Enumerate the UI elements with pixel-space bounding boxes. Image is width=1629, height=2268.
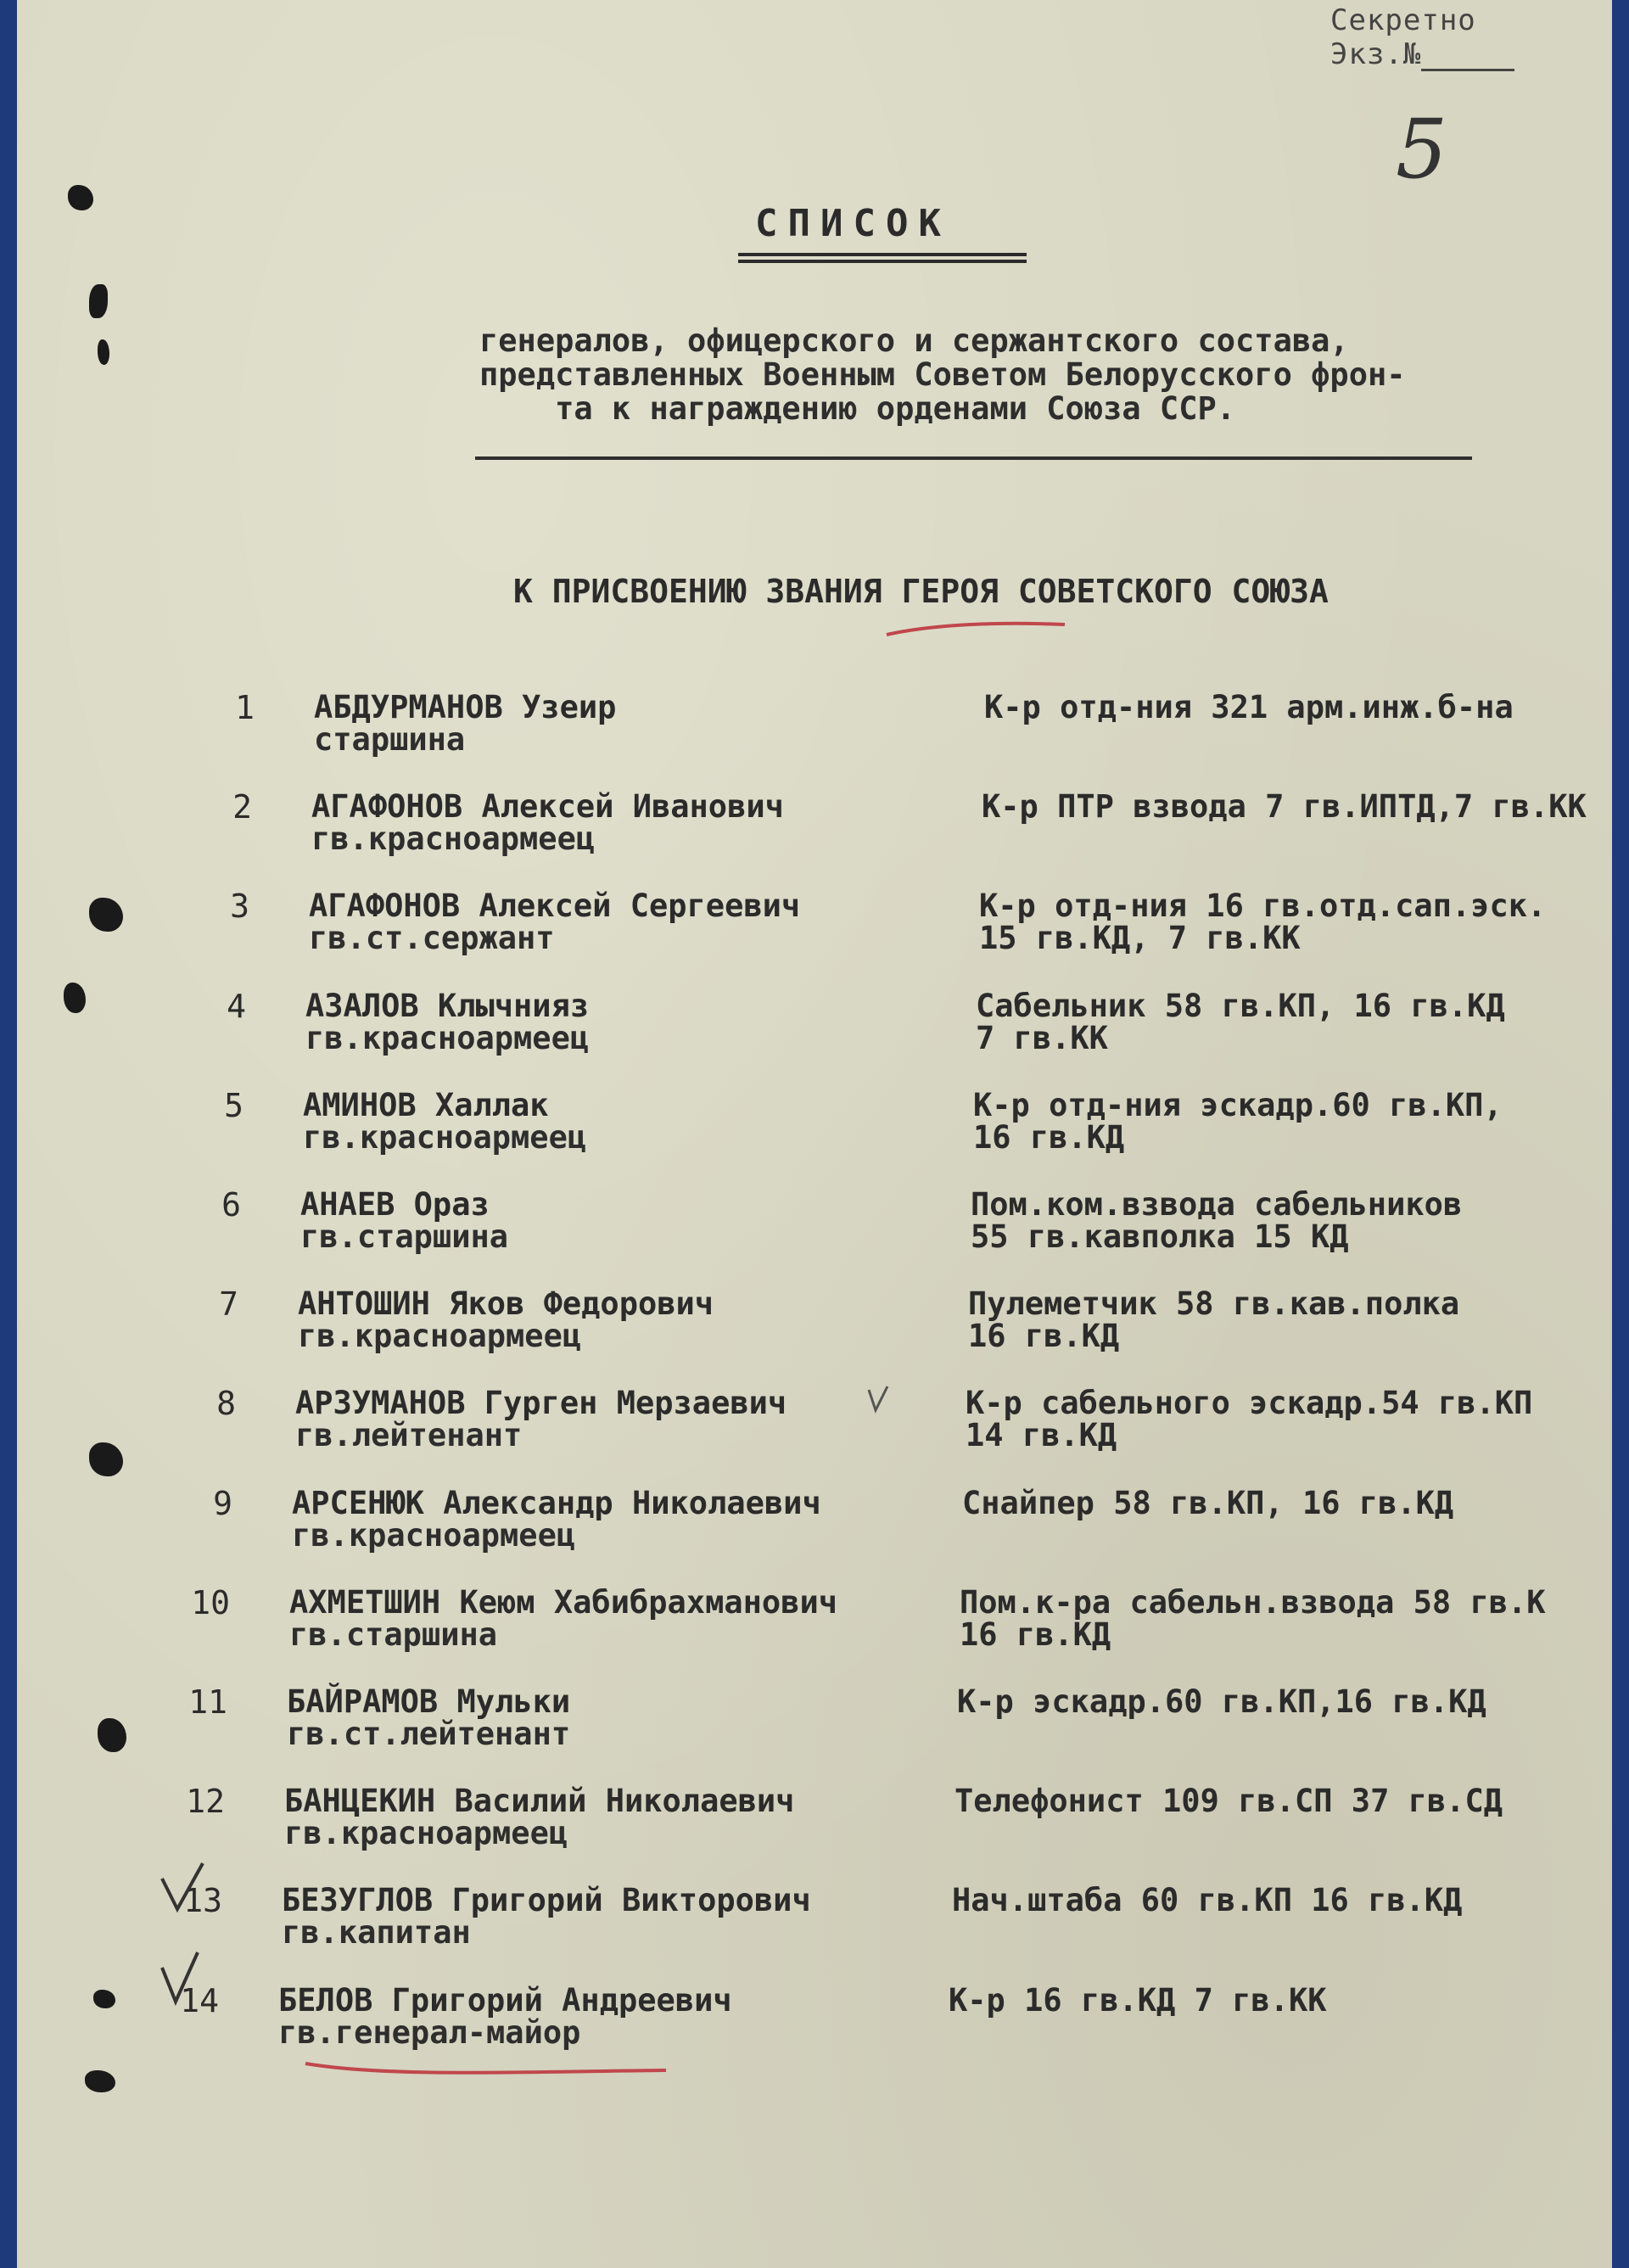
entry-number: 1 bbox=[235, 689, 255, 726]
entry-number: 14 bbox=[180, 1982, 219, 2019]
entry-rank: гв.старшина bbox=[289, 1616, 498, 1653]
list-item bbox=[17, 1982, 1612, 2075]
entry-rank: гв.ст.сержант bbox=[309, 920, 555, 956]
title-underline-1 bbox=[738, 253, 1027, 256]
entry-number: 3 bbox=[230, 888, 249, 925]
list-item bbox=[17, 689, 1612, 782]
list-item bbox=[17, 1783, 1612, 1876]
entry-name: БАНЦЕКИН Василий Николаевич bbox=[284, 1783, 795, 1819]
entry-name: АРСЕНЮК Александр Николаевич bbox=[292, 1485, 821, 1521]
entry-name: АРЗУМАНОВ Гурген Мерзаевич bbox=[295, 1385, 787, 1421]
title-underline-2 bbox=[738, 260, 1027, 263]
entry-rank: гв.генерал-майор bbox=[278, 2014, 581, 2051]
entry-unit-line-1: К-р 16 гв.КД 7 гв.КК bbox=[949, 1982, 1327, 2019]
copy-number-label bbox=[1330, 37, 1514, 71]
section-heading: К ПРИСВОЕНИЮ ЗВАНИЯ ГЕРОЯ СОВЕТСКОГО СОЮЗА bbox=[513, 573, 1329, 610]
list-item bbox=[17, 1882, 1612, 1975]
entry-unit-line-1: Нач.штаба 60 гв.КП 16 гв.КД bbox=[952, 1882, 1463, 1918]
entry-unit-line-2: 16 гв.КД bbox=[968, 1318, 1120, 1354]
list-item bbox=[17, 1485, 1612, 1578]
entry-name: БАЙРАМОВ Мульки bbox=[287, 1683, 571, 1720]
binding-hole bbox=[85, 2070, 115, 2092]
entry-rank: гв.старшина bbox=[300, 1218, 509, 1255]
entry-rank: гв.красноармеец bbox=[298, 1318, 582, 1354]
entry-rank: гв.ст.лейтенант bbox=[287, 1716, 571, 1752]
document-page bbox=[17, 0, 1612, 2268]
entry-name: АНТОШИН Яков Федорович bbox=[298, 1285, 714, 1322]
entry-rank: гв.красноармеец bbox=[303, 1119, 587, 1156]
list-item bbox=[17, 1385, 1612, 1478]
entry-rank: старшина bbox=[314, 721, 466, 758]
entry-unit-line-1: К-р ПТР взвода 7 гв.ИПТД,7 гв.КК bbox=[982, 788, 1587, 825]
list-item bbox=[17, 788, 1612, 882]
entry-rank: гв.красноармеец bbox=[284, 1815, 568, 1851]
entry-number: 7 bbox=[219, 1285, 238, 1323]
entry-name: АГАФОНОВ Алексей Сергеевич bbox=[309, 888, 801, 924]
entry-number: 11 bbox=[188, 1683, 227, 1721]
entry-name: АЗАЛОВ Клычнияз bbox=[305, 988, 590, 1024]
entry-unit-line-1: К-р отд-ния 16 гв.отд.сап.эск. bbox=[979, 888, 1547, 924]
entry-unit-line-1: Телефонист 109 гв.СП 37 гв.СД bbox=[954, 1783, 1503, 1819]
entry-unit-line-1: Пом.ком.взвода сабельников bbox=[971, 1186, 1463, 1223]
entry-unit-line-2: 16 гв.КД bbox=[960, 1616, 1111, 1653]
entry-unit-line-1: К-р отд-ния эскадр.60 гв.КП, bbox=[973, 1087, 1503, 1123]
page-number: 5 bbox=[1396, 102, 1448, 197]
entry-number: 12 bbox=[186, 1783, 225, 1820]
entry-rank: гв.капитан bbox=[282, 1914, 471, 1951]
list-item bbox=[17, 1087, 1612, 1180]
copy-number-blank bbox=[1421, 43, 1514, 71]
entry-unit-line-1: Сабельник 58 гв.КП, 16 гв.КД bbox=[976, 988, 1505, 1024]
document-title: СПИСОК bbox=[755, 202, 951, 245]
subtitle-rule bbox=[475, 456, 1472, 460]
entry-number: 2 bbox=[232, 788, 252, 826]
list-item bbox=[17, 1683, 1612, 1777]
entry-number: 5 bbox=[224, 1087, 244, 1124]
entry-name: АГАФОНОВ Алексей Иванович bbox=[311, 788, 784, 825]
entry-unit-line-1: К-р сабельного эскадр.54 гв.КП bbox=[966, 1385, 1533, 1421]
list-item bbox=[17, 1186, 1612, 1280]
copy-number-text: Экз.№ bbox=[1330, 37, 1422, 71]
entry-number: 4 bbox=[227, 988, 246, 1025]
red-pencil-underline-heading bbox=[882, 611, 1069, 645]
list-item bbox=[17, 1584, 1612, 1677]
entry-unit-line-1: К-р эскадр.60 гв.КП,16 гв.КД bbox=[957, 1683, 1486, 1720]
entry-number: 10 bbox=[191, 1584, 230, 1621]
entry-unit-line-1: Снайпер 58 гв.КП, 16 гв.КД bbox=[962, 1485, 1454, 1521]
secret-label: Секретно bbox=[1330, 3, 1476, 37]
entry-unit-line-2: 14 гв.КД bbox=[966, 1417, 1117, 1453]
entry-rank: гв.красноармеец bbox=[292, 1517, 576, 1554]
entry-name: АНАЕВ Ораз bbox=[300, 1186, 490, 1223]
entry-unit-line-2: 16 гв.КД bbox=[973, 1119, 1125, 1156]
entry-rank: гв.красноармеец bbox=[305, 1020, 590, 1056]
entry-unit-line-2: 15 гв.КД, 7 гв.КК bbox=[979, 920, 1301, 956]
entry-rank: гв.красноармеец bbox=[311, 820, 596, 857]
list-item bbox=[17, 988, 1612, 1081]
entry-name: АХМЕТШИН Кеюм Хабибрахманович bbox=[289, 1584, 838, 1621]
entry-number: 9 bbox=[213, 1485, 232, 1522]
binding-hole bbox=[68, 185, 93, 210]
entry-unit-line-1: Пом.к-ра сабельн.взвода 58 гв.К bbox=[960, 1584, 1546, 1621]
document-subtitle: генералов, офицерского и сержантского состава, представленных Военным Советом Белорусского фрон- та к награждению орденами Союза ССР. bbox=[479, 322, 1406, 427]
list-item bbox=[17, 1285, 1612, 1379]
binding-hole bbox=[98, 339, 109, 365]
binding-hole bbox=[89, 284, 108, 318]
entry-name: АБДУРМАНОВ Узеир bbox=[314, 689, 617, 725]
binding-hole bbox=[93, 1990, 115, 2008]
entry-unit-line-1: К-р отд-ния 321 арм.инж.б-на bbox=[984, 689, 1514, 725]
entry-name: БЕЛОВ Григорий Андреевич bbox=[278, 1982, 732, 2019]
entry-rank: гв.лейтенант bbox=[295, 1417, 523, 1453]
entry-name: БЕЗУГЛОВ Григорий Викторович bbox=[282, 1882, 811, 1918]
list-item bbox=[17, 888, 1612, 981]
entry-number: 8 bbox=[216, 1385, 236, 1422]
entry-name: АМИНОВ Халлак bbox=[303, 1087, 549, 1123]
entry-unit-line-2: 55 гв.кавполка 15 КД bbox=[971, 1218, 1349, 1255]
entry-unit-line-1: Пулеметчик 58 гв.кав.полка bbox=[968, 1285, 1460, 1322]
secrecy-stamp bbox=[1330, 3, 1514, 71]
entry-number: 6 bbox=[221, 1186, 241, 1224]
entry-number: 13 bbox=[183, 1882, 222, 1919]
entry-unit-line-2: 7 гв.КК bbox=[976, 1020, 1108, 1056]
